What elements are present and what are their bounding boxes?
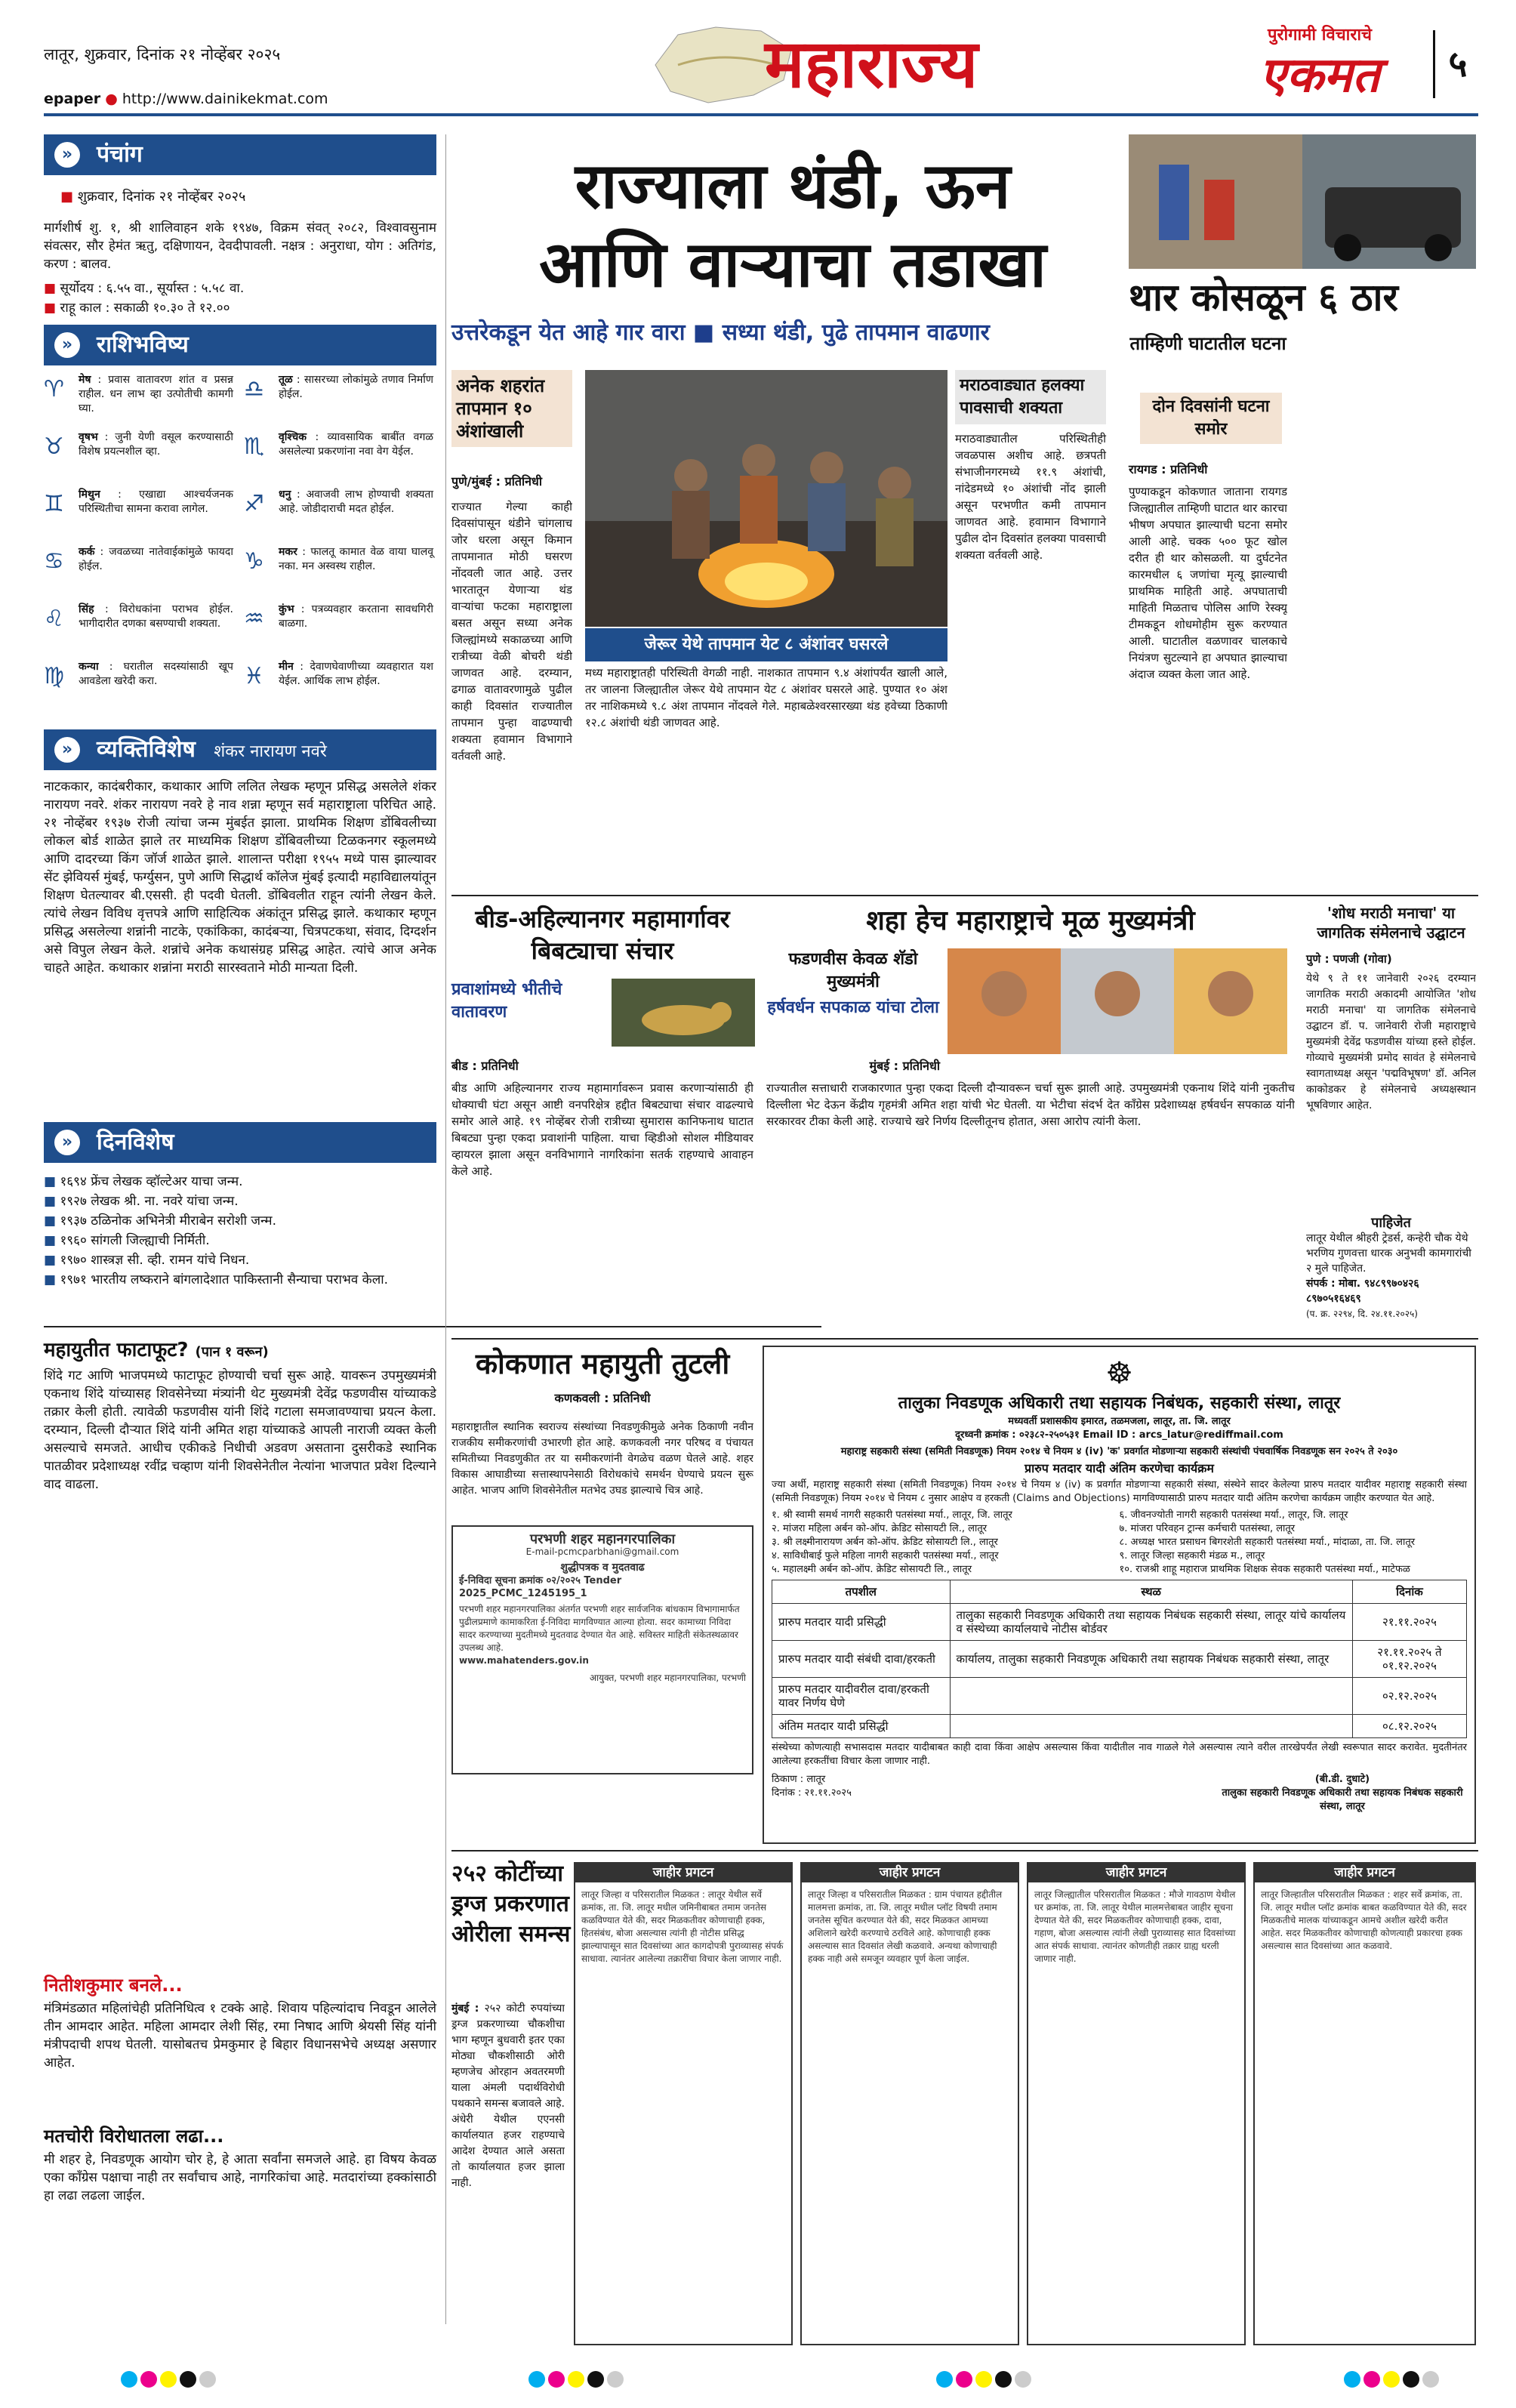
nitish-body: मंत्रिमंडळात महिलांचेही प्रतिनिधित्व १ टक्के आहे. शिवाय पहिल्यांदाच निवडून आलेले तीन आमदार आहेत. महिला आमदार लेशी सिंह, रमा निषाद आणि श्रेयसी सिंह यांनी मंत्रीपदाची शपथ घेतली. यासोबतच प्रेमकुमार हे बिहार विधानसभेचे अध्यक्ष असणार आहेत. [44, 2001, 436, 2070]
politicians-photo [948, 948, 1287, 1054]
list-item: ■ १९६० सांगली जिल्ह्याची निर्मिती. [44, 1233, 210, 1248]
thar-sub2: दोन दिवसांनी घटना समोर [1140, 393, 1282, 444]
sahakar-subtitle: महाराष्ट्र सहकारी संस्था (समिती निवडणूक) नियम २०१४ चे नियम ४ (iv) 'क' प्रवर्गात मोडणाऱ्या सहकारी संस्थांची पंचवार्षिक निवडणूक सन २०२५ ते २०३० [840, 1446, 1398, 1457]
shodh-headline: 'शोध मराठी मनाचा' या जागतिक संमेलनाचे उद्घाटन [1317, 904, 1465, 942]
lead-byline: पुणे/मुंबई : प्रतिनिधी [451, 474, 542, 489]
people-around-fire-photo [585, 370, 948, 627]
wanted-text: लातूर येथील श्रीहरी ट्रेडर्स, कन्हेरी चौक येथे भरणिय गुणवत्ता धारक अनुभवी कामगारांची २ मुले पाहिजेत. [1306, 1232, 1471, 1275]
divider [44, 1326, 821, 1327]
divider [451, 1850, 1478, 1851]
drugs-headline: २५२ कोटींच्या ड्रग्ज प्रकरणात ओरीला समन्स [451, 1861, 571, 1947]
bibtya-photo [612, 979, 755, 1047]
panchang-date: ■ शुक्रवार, दिनांक २१ नोव्हेंबर २०२५ [60, 189, 246, 205]
mahayuti-headline: कोकणात महायुती तुटली [475, 1347, 730, 1380]
panchang-text: मार्गशीर्ष शु. १, श्री शालिवाहन शके १९४७, विक्रम संवत् २०८२, विश्वावसुनाम संवत्सर, सौर हेमंत ऋतु, दक्षिणायन, देवदीपावली. नक्षत्र : अनुराधा, योग : अतिगंड, करण : बालव. [44, 220, 436, 272]
sahakar-place: ठिकाण : लातूर [772, 1774, 826, 1785]
sahakar-phone: दूरध्वनी क्रमांक : ०२३८२-२५०५३१ Email ID : arcs_latur@rediffmail.com [955, 1429, 1283, 1441]
water-bearer-icon: ♒ [244, 606, 264, 632]
masthead [44, 15, 1478, 113]
thar-headline: थार कोसळून ६ ठार [1129, 276, 1398, 319]
rashi-item: ♑ मकर : फालतू कामात वेळ वाया घालवू नका. मन अस्वस्थ राहील. [244, 546, 433, 575]
dateline: लातूर, शुक्रवार, दिनांक २१ नोव्हेंबर २०२५ [44, 45, 281, 63]
mahayuti-body: महाराष्ट्रातील स्थानिक स्वराज्य संस्थांच्या निवडणुकीमुळे अनेक ठिकाणी नवीन राजकीय समीकरणांची उभारणी होत आहे. कणकवली नगर परिषद व पंचायत समितीच्या निवडणुकीत तर या समीकरणांनी वेगळेच वळण घेतले आहे. शहर विकास आघाडीच्या सत्तास्थापनेसाठी विरोधकांचे समर्थन घेण्याचे प्रयत्न सुरू आहेत. भाजप आणि शिवसेनेतील मतभेद उघड झाल्याचे चित्र आहे. [451, 1421, 753, 1497]
crab-icon: ♋ [44, 548, 64, 575]
drugs-body: मुंबई : २५२ कोटी रुपयांच्या ड्रग्ज प्रकरणाच्या चौकशीचा भाग म्हणून बुधवारी इतर एका मोठ्या चौकशीसाठी ओरी म्हणजेच ओरहान अवतरमणी याला अंमली पदार्थविरोधी पथकाने समन्स बजावले आहे. अंधेरी येथील एएनसी कार्यालयात हजर राहण्याचे आदेश देण्यात आले असता तो कार्यालयात हजर झाला नाही. [451, 2003, 565, 2189]
lion-icon: ♌ [44, 606, 64, 632]
shah-photo [948, 948, 1287, 1054]
chevron-icon: » [54, 1130, 80, 1155]
dinvishesh-heading: » दिनविशेष [44, 1122, 436, 1163]
jahir-ad: जाहीर प्रगटन लातूर जिल्हा व परिसरातील मिळकत : लातूर येथील सर्वे क्रमांक, ता. जि. लातूर मधील जमिनीबाबत तमाम जनतेस कळविण्यात येते की, सदर मिळकतीवर कोणाचाही हक्क, हितसंबंध, बोजा असल्यास त्यांनी ही नोटीस प्रसिद्ध झाल्यापासून सात दिवसांच्या आत कागदोपत्री पुराव्यासह संपर्क साधावा. त्यानंतर आलेल्या तक्रारींचा विचार केला जाणार नाही. [574, 1862, 793, 2345]
bibtya-body: बीड आणि अहिल्यानगर राज्य महामार्गावरून प्रवास करणाऱ्यांसाठी ही धोक्याची घंटा असून आष्टी वनपरिक्षेत्र हद्दीत बिबट्याचा संचार वाढल्याचे समोर आले आहे. १९ नोव्हेंबर रोजी रात्रीच्या सुमारास कानिफनाथ घाटात बिबट्या पुन्हा एकदा प्रवाशांनी पाहिला. याचा व्हिडीओ सोशल मीडियावर व्हायरल झाला असून वनविभागाने नागरिकांना सतर्क राहण्याचे आवाहन केले आहे. [451, 1081, 753, 1178]
parbhani-site[interactable]: www.mahatenders.gov.in [459, 1655, 589, 1666]
rashi-item: ♒ कुंभ : पत्रव्यवहार करताना सावधगिरी बाळगा. [244, 603, 433, 632]
vyakti-heading: » व्यक्तिविशेष शंकर नारायण नवरे [44, 729, 436, 770]
column-divider [445, 134, 446, 2324]
vyakti-text: नाटककार, कादंबरीकार, कथाकार आणि ललित लेखक म्हणून प्रसिद्ध असलेले शंकर नारायण नवरे. शंकर नारायण नवरे हे नाव शन्ना म्हणून सर्व महाराष्ट्राला परिचित आहे. २१ नोव्हेंबर १९३७ रोजी त्यांचा जन्म मुंबईत झाला. प्राथमिक शिक्षण डोंबिवलीच्या लोकल बोर्ड शाळेत झाले तर माध्यमिक शिक्षण डोंबिवलीच्या टिळकनगर स्कूलमध्ये आणि दादरच्या किंग जॉर्ज शाळेत झाले. शालान्त परीक्षा १९५५ मध्ये पास झाल्यावर सेंट झेवियर्स मुंबई, फर्ग्युसन, पुणे आणि सिद्धार्थ कॉलेज मुंबई इत्यादी महाविद्यालयांतून शिक्षण घेतल्यावर बी.एससी. ही पदवी घेतली. डोंबिवलीत राहून त्यांनी लेखन केले. त्यांचे लेखन विविध वृत्तपत्रे आणि साहित्यिक अंकांतून प्रसिद्ध झाले. कथाकार म्हणून प्रसिद्ध असलेल्या शन्नांनी नाटके, एकांकिका, कादंबऱ्या, चित्रपटकथा, संवाद, दिग्दर्शन असे विपुल लेखन केले. शन्नांचे अनेक कथासंग्रह प्रसिद्ध आहेत. त्यांचे आज अनेक चाहते आहेत. कथाकार शन्नांना मराठी सारस्वताने मोठी मान्यता दिली. [44, 779, 436, 976]
sahakar-table [772, 1580, 1467, 1738]
parbhani-tender: ई-निविदा सूचना क्रमांक ०२/२०२५ Tender 2025_PCMC_1245195_1 [459, 1575, 622, 1599]
sahakar-signer-title: तालुका सहकारी निवडणूक अधिकारी तथा सहायक निबंधक सहकारी संस्था, लातूर [1222, 1787, 1463, 1812]
lead-deck: उत्तरेकडून येत आहे गार वारा ■ सध्या थंडी, पुढे तापमान वाढणार [451, 319, 990, 346]
shah-sub: फडणवीस केवळ शॅडो मुख्यमंत्री [788, 950, 918, 991]
bull-icon: ♉ [44, 433, 64, 460]
chevron-icon: » [54, 737, 80, 763]
rashi-item: ♎ तूळ : सासरच्या लोकांमुळे तणाव निर्माण होईल. [244, 374, 433, 402]
mahayuti-byline: कणकवली : प्रतिनिधी [554, 1391, 651, 1405]
leopard-photo [612, 979, 755, 1047]
scales-icon: ♎ [244, 376, 264, 402]
list-item: ■ १९७० शास्त्रज्ञ सी. व्ही. रामन यांचे निधन. [44, 1253, 250, 1268]
list-item: ■ १६९४ फ्रेंच लेखक व्हॉल्टेअर याचा जन्म. [44, 1174, 243, 1189]
lead-caption-text: मध्य महाराष्ट्रातही परिस्थिती वेगळी नाही. नाशकात तापमान ९.४ अंशांपर्यंत खाली आले, तर जालना जिल्ह्यातील जेरूर येथे तापमान येट ८ अंशांवर घसरले आहे. पुण्यात १० अंश तर नाशिकमध्ये ९.८ अंश तापमान नोंदवले गेले. महाबळेश्वरसारख्या थंड हवेच्या ठिकाणी १२.८ अंशांची थंडी जाणवत आहे. [585, 666, 948, 729]
ram-icon: ♈ [44, 376, 64, 402]
scorpion-icon: ♏ [244, 433, 264, 460]
rashi-item: ♌ सिंह : विरोधकांना पराभव होईल. भागीदारीत दणका बसण्याची शक्यता. [44, 603, 233, 632]
phataphut-body: शिंदे गट आणि भाजपमध्ये फाटाफूट होण्याची चर्चा सुरू आहे. यावरून उपमुख्यमंत्री एकनाथ शिंदे यांच्यासह शिवसेनेच्या मंत्र्यांनी थेट मुख्यमंत्री देवेंद्र फडणवीस यांच्याकडे तक्रार केली होती. त्यावेळी फडणवीस यांनी शिंदे गटाला समजावण्याचा प्रयत्न केला. दरम्यान, दिल्ली दौऱ्यात शिंदे यांनी अमित शहा यांच्याकडे आपली नाराजी व्यक्त केली असल्याचे समजते. आधीच एकीकडे निधीची अडवण असताना दुसरीकडे स्थानिक पातळीवर प्रदेशाध्यक्ष रवींद्र चव्हाण यांनी शिवसेनेतील नेत्यांना भाजपात प्रवेश दिल्याने वाद वाढला. [44, 1368, 436, 1492]
thar-body: पुण्याकडून कोकणात जाताना रायगड जिल्ह्यातील ताम्हिणी घाटात थार कारचा भीषण अपघात झाल्याची घटना समोर आली आहे. चक्क ५०० फूट खोल दरीत ही थार कोसळली. या दुर्घटनेत कारमधील ६ जणांचा मृत्यू झाल्याची प्राथमिक माहिती आहे. अपघाताची माहिती मिळताच पोलिस आणि रेस्क्यू टीमकडून शोधमोहीम सुरू करण्यात आली. घाटातील वळणावर चालकाचे नियंत्रण सुटल्याने हा अपघात झाल्याचा अंदाज व्यक्त केला जात आहे. [1129, 485, 1287, 681]
sahakar-program: प्रारुप मतदार यादी अंतिम करणेचा कार्यक्रम [1024, 1461, 1215, 1475]
fish-icon: ♓ [244, 663, 264, 689]
sahakar-ad [763, 1346, 1476, 1844]
sahakar-note: संस्थेच्या कोणत्याही सभासदास मतदार यादीबाबत काही दावा किंवा आक्षेप असल्यास किंवा यादीतील नाव गाळले गेले असल्यास त्याने वरील तारखेपर्यंत लेखी स्वरूपात सादर करावेत. मुदतीनंतर आलेल्या हरकतींचा विचार केला जाणार नाही. [772, 1742, 1467, 1767]
rashi-item: ♉ वृषभ : जुनी येणी वसूल करण्यासाठी विशेष प्रयत्नशील व्हा. [44, 431, 233, 460]
parbhani-body: परभणी शहर महानगरपालिका अंतर्गत परभणी शहर सार्वजनिक बांधकाम विभागामार्फत पुढीलप्रमाणे कामाकरिता ई-निविदा मागविण्यात आल्या होत्या. सदर कामाच्या निविदा सादर करण्याच्या मुदतीमध्ये मुदतवाढ देण्यात येत आहे. सविस्तर माहिती संकेतस्थळावर उपलब्ध आहे. [459, 1604, 740, 1653]
brand-logo: एकमत [1259, 48, 1380, 103]
rashi-item: ♓ मीन : देवाणघेवाणीच्या व्यवहारात यश येईल. आर्थिक लाभ होईल. [244, 661, 433, 689]
chevron-icon: » [54, 142, 80, 168]
lead-photo [585, 370, 948, 627]
thar-byline: रायगड : प्रतिनिधी [1129, 462, 1208, 476]
thar-sub: ताम्हिणी घाटातील घटना [1129, 333, 1286, 354]
wanted-ad [1306, 1216, 1476, 1329]
virgo-icon: ♍ [44, 663, 64, 689]
lead-headline-1: राज्याला थंडी, ऊन [575, 149, 1011, 223]
divider [451, 1338, 1478, 1340]
shodh-byline: पुणे : पणजी (गोवा) [1306, 952, 1392, 966]
parbhani-title: परभणी शहर महानगरपालिका [529, 1531, 676, 1547]
lead-sidebar-text: मराठवाड्यातील परिस्थितीही जवळपास अशीच आहे. छत्रपती संभाजीनगरमध्ये ११.९ अंशांची, नांदेडमध्ये १० अंशांची नोंद झाली असून परभणीत कमी तापमान जाणवत आहे. हवामान विभागाने पुढील दोन दिवसांत हलक्या पावसाची शक्यता वर्तवली आहे. [955, 432, 1106, 562]
list-item: ■ १९७१ भारतीय लष्कराने बांगलादेशात पाकिस्तानी सैन्याचा पराभव केला. [44, 1272, 389, 1287]
lead-body: राज्यात गेल्या काही दिवसांपासून थंडीने चांगलाच जोर धरला असून किमान तापमानात मोठी घसरण नोंदवली जात आहे. उत्तर भारतातून येणाऱ्या थंड वाऱ्यांचा फटका महाराष्ट्राला बसत असून सध्या अनेक जिल्ह्यांमध्ये सकाळच्या आणि रात्रीच्या वेळी बोचरी थंडी जाणवत आहे. दरम्यान, ढगाळ वातावरणामुळे पुढील काही दिवसांत राज्यातील तापमान पुन्हा वाढण्याची शक्यता हवामान विभागाने वर्तवली आहे. [451, 500, 572, 763]
parbhani-email: E-mail-pcmcparbhani@gmail.com [525, 1546, 679, 1557]
lead-body-cont [585, 831, 948, 891]
tagline: पुरोगामी विचाराचे [1267, 26, 1373, 45]
sahakar-date: दिनांक : २१.११.२०२५ [772, 1787, 852, 1799]
rashi-item: ♏ वृश्चिक : व्यावसायिक बाबींत वगळ असलेल्या प्रकरणांना नवा वेग येईल. [244, 431, 433, 460]
vyakti-name: शंकर नारायण नवरे [214, 742, 327, 761]
thar-photo [1129, 134, 1476, 269]
rashi-grid [44, 373, 436, 720]
lead-photo-caption: जेरूर येथे तापमान येट ८ अंशांवर घसरले [585, 628, 948, 661]
list-item: ■ १९३७ ठळिनोक अभिनेत्री मीराबेन सरोशी जन्म. [44, 1213, 276, 1229]
wanted-phone: मोबा. ९४८९९७०४२६ ८९७०५१६४६९ [1306, 1278, 1419, 1305]
epaper-label: epaper [44, 91, 101, 107]
table-row: प्रारुप मतदार यादीवरील दावा/हरकती यावर निर्णय घेणे ०२.१२.२०२५ [772, 1678, 1467, 1715]
shah-sub2: हर्षवर्धन सपकाळ यांचा टोला [767, 998, 939, 1017]
panchang-heading: » पंचांग [44, 134, 436, 175]
wanted-contact: संपर्क : मोबा. ९४८९९७०४२६ ८९७०५१६४६९ [1306, 1278, 1419, 1305]
shah-headline: शहा हेच महाराष्ट्राचे मूळ मुख्यमंत्री [866, 905, 1195, 936]
thar-body-right [1295, 332, 1476, 891]
emblem-icon: ☸ [1105, 1356, 1133, 1391]
sahakar-address: मध्यवर्ती प्रशासकीय इमारत, तळमजला, लातूर, ता. जि. लातूर [1008, 1416, 1231, 1427]
rashi-item: ♍ कन्या : घरातील सदस्यांसाठी खूप आवडेला खरेदी करा. [44, 661, 233, 689]
twins-icon: ♊ [44, 491, 64, 517]
jahir-ad: जाहीर प्रगटन लातूर जिल्ह्यातील परिसरातील मिळकत : मौजे गावठाण येथील घर क्रमांक, ता. जि. लातूर येथील मालमत्तेबाबत जाहीर सूचना देण्यात येते की, सदर मिळकतीवर कोणाचाही हक्क, दावा, गहाण, बोजा असल्यास त्यांनी लेखी पुराव्यासह सात दिवसांच्या आत संपर्क साधावा. त्यानंतर कोणतीही तक्रार ग्राह्य धरली जाणार नाही. [1027, 1862, 1246, 2345]
lead-sub: अनेक शहरांत तापमान १० अंशांखाली [451, 370, 572, 447]
rashi-item: ♐ धनु : अवाजवी लाभ होण्याची शक्यता आहे. जोडीदाराची मदत होईल. [244, 489, 433, 517]
shah-byline: मुंबई : प्रतिनिधी [869, 1059, 940, 1073]
chevron-icon: » [54, 332, 80, 358]
sahakar-intro: ज्या अर्थी, महाराष्ट्र सहकारी संस्था (समिती निवडणूक) नियम २०१४ चे नियम ४ (iv) क प्रवर्गात मोडणाऱ्या सहकारी संस्था, संस्थेने सादर केलेल्या प्रारुप मतदार यादीवर महाराष्ट्र सहकारी संस्था (समिती निवडणूक) नियम २०१४ चे नियम ८ नुसार आक्षेप व हरकती (Claims and Objections) मागविण्यासाठी प्रारुप मतदार यादी अंतिम करणेचा कार्यक्रम जाहीर करण्यात येत आहे. [772, 1479, 1467, 1504]
table-row: प्रारुप मतदार यादी संबंधी दावा/हरकती कार्यालय, तालुका सहकारी निवडणूक अधिकारी तथा सहायक निबंधक सहकारी संस्था, लातूर २१.११.२०२५ ते ०१.१२.२०२५ [772, 1641, 1467, 1678]
panchang-rahu: ■ राहू काल : सकाळी १०.३० ते १२.०० [44, 301, 230, 316]
matchori-body: मी शहर हे, निवडणूक आयोग चोर हे, हे आता सर्वांना समजले आहे. हा विषय केवळ एका कॉंग्रेस पक्षाचा नाही तर सर्वांचाच आहे, नागरिकांचा आहे. मतदारांच्या हक्कांसाठी हा लढा लढला जाईल. [44, 2152, 436, 2203]
parbhani-notice: शुद्धीपत्रक व मुदतवाढ [560, 1562, 645, 1574]
wanted-ref: (प. क्र. २२९४, दि. २४.११.२०२५) [1306, 1309, 1418, 1319]
matchori-headline: मतचोरी विरोधातला लढा... [44, 2126, 224, 2147]
jahir-ad: जाहीर प्रगटन लातूर जिल्हा व परिसरातील मिळकत : ग्राम पंचायत हद्दीतील मालमत्ता क्रमांक, ता. जि. लातूर मधील प्लॉट विषयी तमाम जनतेस सूचित करण्यात येते की, सदर मिळकत आमच्या अशिलाने खरेदी करण्याचे ठरविले आहे. कोणाचाही हक्क असल्यास सात दिवसांत लेखी कळवावे. अन्यथा कोणाचाही हक्क नाही असे समजून व्यवहार पूर्ण केला जाईल. [800, 1862, 1019, 2345]
parbhani-signoff: आयुक्त, परभणी शहर महानगरपालिका, परभणी [589, 1673, 746, 1683]
bibtya-sub: प्रवाशांमध्ये भीतीचे वातावरण [451, 980, 562, 1022]
sahakar-societies: १. श्री स्वामी समर्थ नागरी सहकारी पतसंस्था मर्या., लातूर, जि. लातूर ६. जीवनज्योती नागरी सहकारी पतसंस्था मर्या., लातूर, जि. लातूर २. मांजरा महिला अर्बन को-ऑप. क्रेडिट सोसायटी लि., लातूर ७. मांजरा परिवहन ट्रान्स कर्मचारी पतसंस्था, लातूर ३. श्री लक्ष्मीनारायण अर्बन को-ऑप. क्रेडिट सोसायटी लि., लातूर ८. अध्यक्ष भारत प्रसाधन बिगरशेती सहकारी पतसंस्था मर्या., मांदाळा, ता. जि. लातूर ४. साविधीबाई फुले महिला नागरी सहकारी पतसंस्था मर्या., लातूर ९. लातूर जिल्हा सहकारी मंडळ म., लातूर ५. महालक्ष्मी अर्बन को-ऑप. क्रेडिट सोसायटी लि., लातूर १०. राजश्री शाहू महाराज प्राथमिक शिक्षक सेवक सहकारी पतसंस्था मर्या., माटेफळ [772, 1509, 1416, 1575]
shodh-body: येथे ९ ते ११ जानेवारी २०२६ दरम्यान जागतिक मराठी अकादमी आयोजित 'शोध मराठी मनाचा' या जागतिक संमेलनाचे उद्घाटन डॉ. प. जानेवारी रोजी महाराष्ट्राचे मुख्यमंत्री देवेंद्र फडणवीस यांच्या हस्ते होईल. गोव्याचे मुख्यमंत्री प्रमोद सावंत हे संमेलनाचे स्वागताध्यक्ष असून 'पद्मविभूषण' डॉ. अनिल काकोडकर हे संमेलनाचे अध्यक्षस्थान भूषविणार आहेत. [1306, 973, 1476, 1112]
panchang-sun: ■ सूर्योदय : ६.५५ वा., सूर्यास्त : ५.५८ वा. [44, 281, 245, 296]
masthead-divider [44, 113, 1478, 116]
accident-scene-photo [1129, 134, 1476, 269]
list-item: ■ १९२७ लेखक श्री. ना. नवरे यांचा जन्म. [44, 1194, 239, 1209]
goat-icon: ♑ [244, 548, 264, 575]
rashi-item: ♈ मेष : प्रवास वातावरण शांत व प्रसन्न राहील. धन लाभ व्हा उत्पोतीची कामगी घ्या. [44, 374, 233, 415]
parbhani-ad [451, 1525, 753, 1774]
rashi-item: ♋ कर्क : जवळच्या नातेवाईकांमुळे फायदा होईल. [44, 546, 233, 575]
nitish-headline: नितीशकुमार बनले... [44, 1975, 183, 1996]
lead-headline-2: आणि वाऱ्याचा तडाखा [539, 227, 1046, 301]
epaper-url[interactable]: http://www.dainikekmat.com [122, 91, 328, 107]
rashi-item: ♊ मिथुन : एखाद्या आश्चर्यजनक परिस्थितीचा सामना करावा लागेल. [44, 489, 233, 517]
jahir-ad: जाहीर प्रगटन लातूर जिल्हातील परिसरातील मिळकत : शहर सर्वे क्रमांक, ता. जि. लातूर मधील प्लॉट क्रमांक बाबत कळविण्यात येते की, सदर मिळकतीचे मालक यांच्याकडून आमचे अशील खरेदी करीत आहेत. सदर मिळकतीवर कोणाचाही कोणत्याही प्रकारचा हक्क असल्यास सात दिवसांच्या आत कळवावे. [1253, 1862, 1476, 2345]
sahakar-title: तालुका निवडणूक अधिकारी तथा सहायक निबंधक, सहकारी संस्था, लातूर [898, 1394, 1341, 1413]
table-row: अंतिम मतदार यादी प्रसिद्धी ०८.१२.२०२५ [772, 1715, 1467, 1738]
phataphut-headline: महायुतीत फाटाफूट? (पान १ वरून) [44, 1339, 269, 1361]
page-number: ५ [1433, 30, 1481, 98]
wanted-title: पाहिजेत [1371, 1215, 1411, 1231]
epaper-link[interactable] [44, 91, 328, 107]
dinvishesh-list [44, 1172, 436, 1290]
globe-icon: ● [105, 91, 118, 107]
bibtya-byline: बीड : प्रतिनिधी [451, 1059, 519, 1073]
lead-sidebar [955, 370, 1106, 899]
sahakar-signer: (बी.डी. दुधाटे) [1314, 1774, 1370, 1785]
table-row: प्रारुप मतदार यादी प्रसिद्धी तालुका सहकारी निवडणूक अधिकारी तथा सहायक निबंधक सहकारी संस्था, लातूर यांचे कार्यालय व संस्थेच्या कार्यालयाचे नोटीस बोर्डवर २१.११.२०२५ [772, 1604, 1467, 1641]
brand-block [1218, 23, 1422, 113]
divider [451, 895, 1478, 896]
archer-icon: ♐ [244, 491, 264, 517]
bibtya-headline: बीड-अहिल्यानगर महामार्गावर बिबट्याचा संचार [475, 905, 730, 965]
rashi-heading: » राशिभविष्य [44, 325, 436, 365]
table-header: तपशील स्थळ दिनांक [772, 1580, 1467, 1604]
lead-sidebar-title: मराठवाड्यात हलक्या पावसाची शक्यता [955, 370, 1106, 424]
color-registration-marks [121, 2371, 1442, 2391]
section-title: महाराज्य [765, 25, 978, 103]
shah-body: राज्यातील सत्ताधारी राजकारणात पुन्हा एकदा दिल्ली दौऱ्यावरून चर्चा सुरू झाली आहे. उपमुख्यमंत्री एकनाथ शिंदे यांनी नुकतीच दिल्लीला भेट देऊन केंद्रीय गृहमंत्री अमित शहा यांची भेट घेतली. या भेटीचा संदर्भ देत काँग्रेस प्रदेशाध्यक्ष हर्षवर्धन सपकाळ यांनी सरकारवर टीका केली आहे. राज्याचे खरे निर्णय दिल्लीतूनच होतात, असा आरोप त्यांनी केला. [766, 1081, 1295, 1128]
